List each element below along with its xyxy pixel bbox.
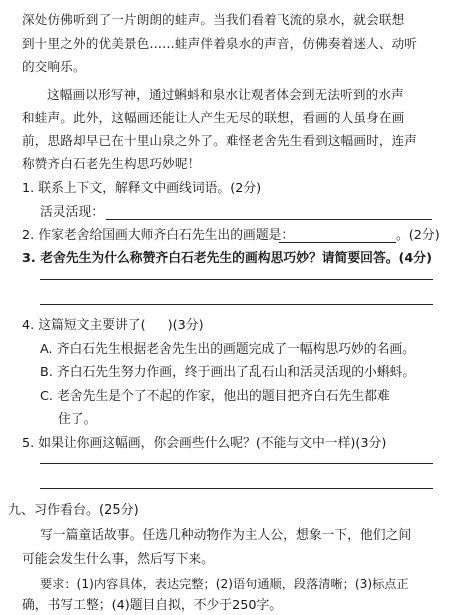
answer-line-q3[interactable] [40, 279, 433, 280]
passage-line: 这幅画以形写神，通过蝌蚪和泉水让观者体会到无法听到的水声 [47, 87, 404, 102]
passage-line: 到十里之外的优美景色……蛙声伴着泉水的声音，仿佛奏着迷人、动听 [22, 36, 418, 51]
question-2: 2. 作家老舍给国画大师齐白石先生出的画题是： [22, 228, 295, 243]
writing-prompt-line: 写一篇童话故事。任选几种动物作为主人公，想象一下，他们之间 [40, 528, 412, 543]
question-5: 5. 如果让你画这幅画，你会画些什么呢？(不能与文中一样)(3分) [22, 436, 387, 451]
question-4 [22, 318, 204, 334]
passage-line: 前，思路却早已在十里山泉之外了。难怪老舍先生看到这幅画时，连声 [22, 133, 418, 148]
answer-line-q2[interactable] [279, 242, 396, 243]
question-3: 3. 老舍先生为什么称赞齐白石老先生的画构思巧妙？请简要回答。(4分) [22, 251, 432, 266]
passage-line: 和蛙声。此外，这幅画还能让人产生无尽的联想，看画的人虽身在画 [22, 110, 405, 125]
passage-line: 称赞齐白石老先生构思巧妙呢！ [22, 156, 201, 171]
question-2-points: 。(2分) [396, 228, 440, 243]
writing-prompt-line: 可能会发生什么事，然后写下来。 [22, 552, 214, 567]
option-b: B. 齐白石先生努力作画，终于画出了乱石山和活灵活现的小蝌蚪。 [40, 365, 416, 380]
answer-line-q5[interactable] [40, 463, 433, 464]
question-1-term: 活灵活现： [40, 205, 104, 220]
answer-line-q1[interactable] [106, 219, 432, 220]
writing-requirements: 要求：(1)内容具体，表达完整；(2)语句通顺，段落清晰；(3)标点正 [40, 577, 409, 591]
section-title: 九、习作看台。(25分) [8, 503, 139, 518]
passage-line: 深处仿佛听到了一片朗朗的蛙声。当我们看着飞流的泉水，就会联想 [22, 12, 405, 27]
option-a: A. 齐白石先生根据老舍先生出的画题完成了一幅构思巧妙的名画。 [40, 342, 415, 357]
option-c-continued: 住了。 [58, 412, 97, 427]
question-1: 1. 联系上下文，解释文中画线词语。(2分) [22, 181, 262, 196]
question-4-points: )(3分) [167, 318, 204, 333]
answer-line-q3[interactable] [40, 304, 433, 305]
answer-line-q5[interactable] [40, 488, 433, 489]
question-4-stem: 4. 这篇短文主要讲了( [22, 318, 146, 333]
writing-requirements-continued: 确，书写工整；(4)题目自拟，不少于250字。 [22, 598, 283, 613]
option-c: C. 老舍先生是个了不起的作家，他出的题目把齐白石先生都难 [40, 389, 390, 404]
passage-line: 的交响乐。 [22, 59, 86, 74]
